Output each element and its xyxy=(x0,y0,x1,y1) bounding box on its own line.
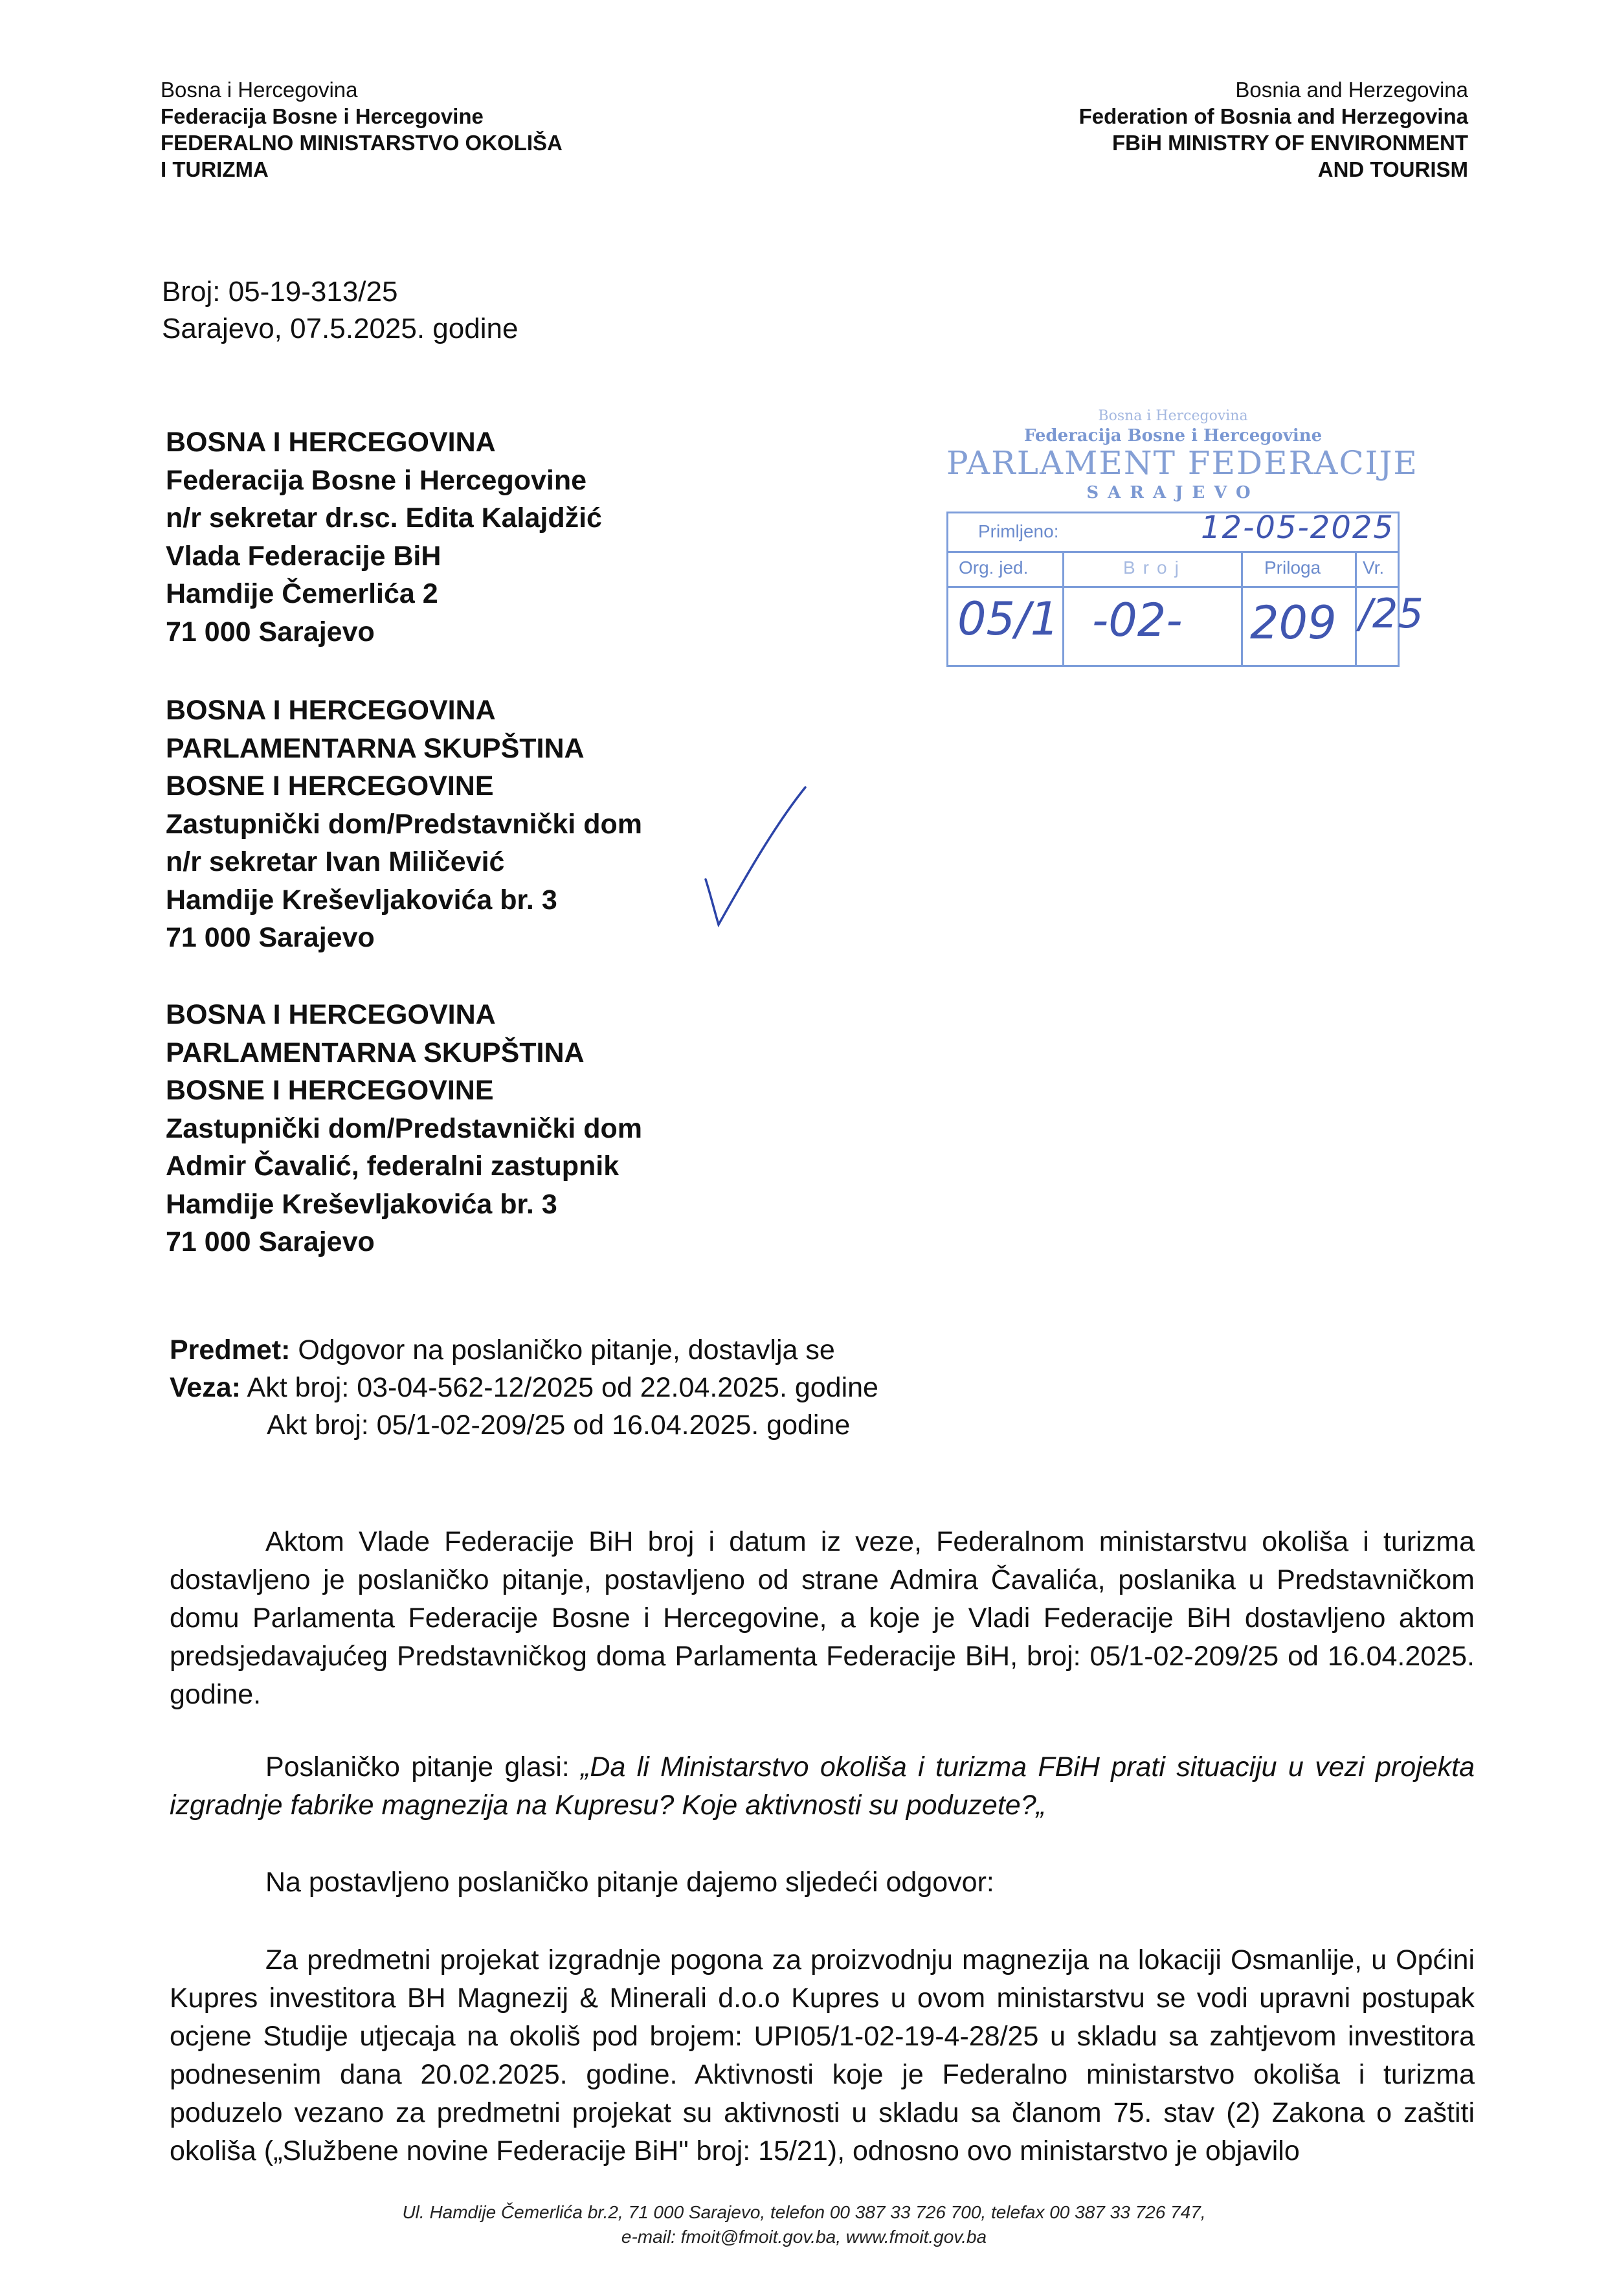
header-left-line1: Bosna i Hercegovina xyxy=(161,78,358,102)
predmet-label: Predmet: xyxy=(170,1334,291,1366)
stamp-col-divider xyxy=(1355,551,1357,665)
recipient-address-2 xyxy=(166,692,642,957)
footer-address: Ul. Hamdije Čemerlića br.2, 71 000 Sarajevo, telefon 00 387 33 726 700, telefax 00 387 33 726 747, xyxy=(402,2202,1206,2222)
recipient-address-1 xyxy=(166,423,602,651)
footer xyxy=(0,2200,1608,2249)
recipient-line: BOSNA I HERCEGOVINA xyxy=(166,999,496,1030)
predmet-text: Odgovor na poslaničko pitanje, dostavlja se xyxy=(290,1334,835,1366)
header-right-line2: Federation of Bosnia and Herzegovina xyxy=(1078,104,1468,128)
recipient-line: Hamdije Kreševljakovića br. 3 xyxy=(166,1188,557,1220)
reference-block xyxy=(162,273,518,347)
recipient-line: 71 000 Sarajevo xyxy=(166,1226,375,1257)
paragraph-text: Za predmetni projekat izgradnje pogona za proizvodnju magnezija na lokaciji Osmanlije, u Općini Kupres investitora BH Magnezij & Minerali d.o.o Kupres u ovom ministarstvu se vodi upravni postupak ocjene Studije utjecaja na okoliš pod brojem: UPI05/1-02-19-4-28/25 u skladu sa zahtjevom investitora podnesenim dana 20.02.2025. godine. Aktivnosti koje je Federalno ministarstvo okoliša i turizma poduzelo vezano za predmetni projekat su aktivnosti u skladu sa članom 75. stav (2) Zakona o zaštiti okoliša („Službene novine Federacije BiH" broj: 15/21), odnosno ovo ministarstvo je objavilo xyxy=(170,1944,1475,2167)
stamp-row-divider xyxy=(948,551,1398,553)
paragraph-text: Na postavljeno poslaničko pitanje dajemo sljedeći odgovor: xyxy=(265,1867,994,1898)
stamp-received-label: Primljeno: xyxy=(978,521,1059,541)
recipient-line: BOSNA I HERCEGOVINA xyxy=(166,695,496,726)
body-paragraph-1 xyxy=(170,1523,1475,1714)
stamp-line1: Bosna i Hercegovina xyxy=(1098,408,1248,424)
header-left-line2: Federacija Bosne i Hercegovine xyxy=(161,104,484,128)
recipient-line: BOSNA I HERCEGOVINA xyxy=(166,427,496,458)
paragraph-text: Aktom Vlade Federacije BiH broj i datum iz veze, Federalnom ministarstvu okoliša i turizma dostavljeno je poslaničko pitanje, postavljeno od strane Admira Čavalića, poslanika u Predstavničkom domu Parlamenta Federacije Bosne i Hercegovine, a koje je Vladi Federacije BiH dostavljeno aktom predsjedavajućeg Predstavničkog doma Parlamenta Federacije BiH, broj: 05/1-02-209/25 od 16.04.2025. godine. xyxy=(170,1526,1475,1710)
reference-number: Broj: 05-19-313/25 xyxy=(162,276,398,308)
stamp-line4: SARAJEVO xyxy=(1086,483,1260,502)
veza-label: Veza: xyxy=(170,1372,241,1403)
recipient-line: n/r sekretar Ivan Miličević xyxy=(166,846,505,877)
stamp-line3: PARLAMENT FEDERACIJE xyxy=(946,444,1418,482)
recipient-line: PARLAMENTARNA SKUPŠTINA xyxy=(166,1037,585,1068)
stamp-priloga-label: Priloga xyxy=(1264,557,1321,578)
header-left xyxy=(161,76,563,183)
header-right-line1: Bosnia and Herzegovina xyxy=(1235,78,1468,102)
veza-line1: Akt broj: 03-04-562-12/2025 od 22.04.2025. godine xyxy=(240,1372,878,1403)
recipient-line: BOSNE I HERCEGOVINE xyxy=(166,1075,494,1106)
stamp-hw-priloga: 209 xyxy=(1250,596,1337,649)
question-quote: „Da li Ministarstvo okoliša i turizma FBiH prati situaciju u vezi projekta izgradnje fabrike magnezija na Kupresu? Koje aktivnosti su poduzete?„ xyxy=(170,1751,1475,1821)
header-right xyxy=(1079,76,1468,183)
question-prefix: Poslaničko pitanje glasi: xyxy=(265,1751,581,1783)
subject-line xyxy=(170,1331,878,1369)
recipient-line: Federacija Bosne i Hercegovine xyxy=(166,464,587,496)
stamp-vr-label: Vr. xyxy=(1363,557,1385,578)
paragraph-text xyxy=(170,1748,1475,1825)
recipient-line: Zastupnički dom/Predstavnički dom xyxy=(166,1112,642,1144)
stamp-line2: Federacija Bosne i Hercegovine xyxy=(1023,426,1323,445)
stamp-broj-label: Broj xyxy=(1123,557,1187,578)
recipient-line: Hamdije Čemerlića 2 xyxy=(166,578,438,609)
body-paragraph-4 xyxy=(170,1941,1475,2170)
recipient-line: 71 000 Sarajevo xyxy=(166,616,375,647)
body-paragraph-2 xyxy=(170,1748,1475,1825)
stamp-org-label: Org. jed. xyxy=(959,557,1029,578)
reception-stamp xyxy=(946,400,1438,672)
checkmark-signature xyxy=(702,782,818,931)
stamp-received-date: 12-05-2025 xyxy=(1201,510,1394,546)
recipient-address-3 xyxy=(166,996,642,1261)
recipient-line: Hamdije Kreševljakovića br. 3 xyxy=(166,884,557,916)
reference-place-date: Sarajevo, 07.5.2025. godine xyxy=(162,313,519,344)
recipient-line: BOSNE I HERCEGOVINE xyxy=(166,771,494,802)
recipient-line: Vlada Federacije BiH xyxy=(166,540,441,572)
recipient-line: Admir Čavalić, federalni zastupnik xyxy=(166,1151,620,1182)
footer-contact: e-mail: fmoit@fmoit.gov.ba, www.fmoit.gov.ba xyxy=(621,2227,987,2247)
stamp-row-divider xyxy=(948,586,1398,588)
recipient-line: n/r sekretar dr.sc. Edita Kalajdžić xyxy=(166,502,602,534)
header-right-line3: FBiH MINISTRY OF ENVIRONMENT xyxy=(1111,131,1468,155)
stamp-hw-vr: /25 xyxy=(1359,590,1424,637)
recipient-line: Zastupnički dom/Predstavnički dom xyxy=(166,808,642,840)
stamp-hw-org: 05/1 xyxy=(957,592,1060,646)
stamp-hw-broj: -02- xyxy=(1092,594,1183,647)
header-left-line3: FEDERALNO MINISTARSTVO OKOLIŠA xyxy=(161,131,563,155)
subject-block xyxy=(170,1331,878,1444)
header-right-line4: AND TOURISM xyxy=(1317,157,1468,181)
veza-line xyxy=(170,1369,878,1406)
recipient-line: 71 000 Sarajevo xyxy=(166,922,375,953)
stamp-table xyxy=(946,510,1424,667)
header-left-line4: I TURIZMA xyxy=(161,157,269,181)
stamp-col-divider xyxy=(1062,551,1064,665)
body-paragraph-3 xyxy=(170,1863,1475,1902)
stamp-col-divider xyxy=(1241,551,1243,665)
recipient-line: PARLAMENTARNA SKUPŠTINA xyxy=(166,732,585,764)
veza-line2: Akt broj: 05/1-02-209/25 od 16.04.2025. godine xyxy=(267,1410,851,1441)
